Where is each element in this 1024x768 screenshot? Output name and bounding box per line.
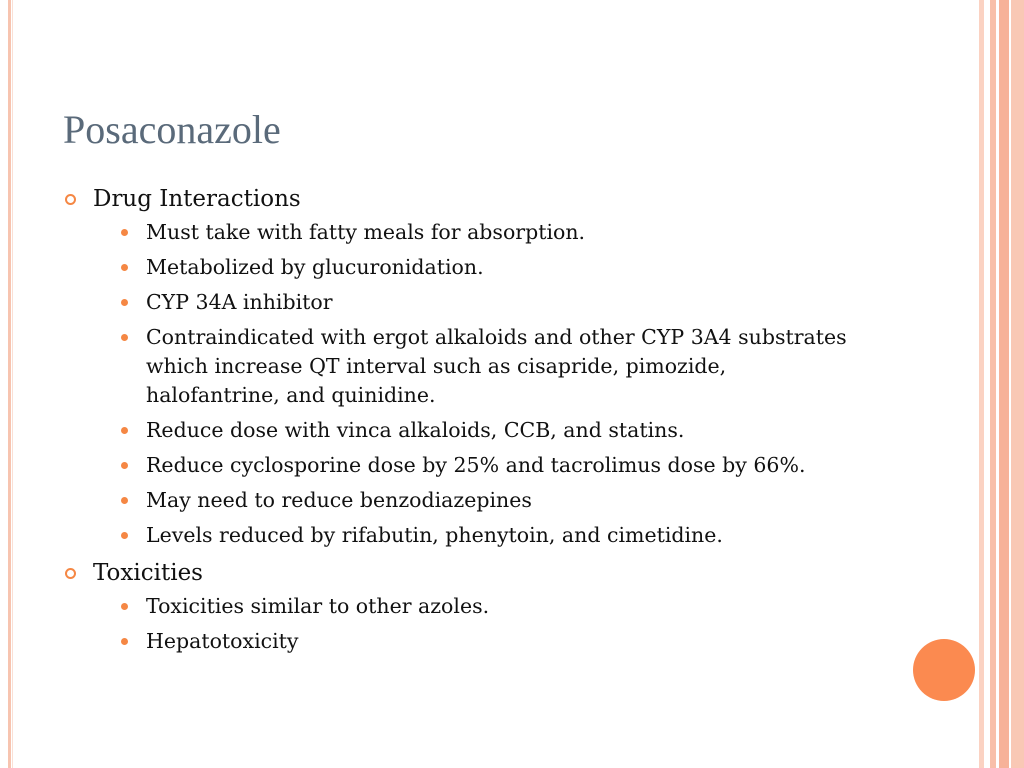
list-item [63, 627, 863, 656]
list-item [63, 218, 863, 247]
list-item [63, 521, 863, 550]
section-heading-drug-interactions [63, 182, 863, 216]
dot-bullet-icon [121, 334, 128, 341]
slide-title: Posaconazole [63, 107, 281, 152]
list-item [63, 486, 863, 515]
dot-bullet-icon [121, 427, 128, 434]
list-item-text: Metabolized by glucuronidation. [146, 255, 484, 279]
dot-bullet-icon [121, 264, 128, 271]
dot-bullet-icon [121, 462, 128, 469]
left-border-line [8, 0, 11, 768]
list-item [63, 323, 863, 410]
slide-content [63, 182, 863, 662]
dot-bullet-icon [121, 299, 128, 306]
list-item-text: Toxicities similar to other azoles. [146, 594, 490, 618]
dot-bullet-icon [121, 638, 128, 645]
list-item-text: Levels reduced by rifabutin, phenytoin, and cimetidine. [146, 523, 723, 547]
section-heading-text: Drug Interactions [93, 186, 301, 212]
list-item [63, 451, 863, 480]
left-border-line-inner [12, 0, 13, 768]
dot-bullet-icon [121, 532, 128, 539]
section-heading-text: Toxicities [93, 560, 203, 586]
dot-bullet-icon [121, 229, 128, 236]
dot-bullet-icon [121, 497, 128, 504]
right-stripe [1011, 0, 1024, 768]
ring-bullet-icon [65, 568, 76, 579]
list-item-text: Reduce dose with vinca alkaloids, CCB, and statins. [146, 418, 685, 442]
list-item-text: Hepatotoxicity [146, 629, 299, 653]
drug-interactions-list [63, 218, 863, 550]
list-item-text: Must take with fatty meals for absorption. [146, 220, 586, 244]
list-item-text: CYP 34A inhibitor [146, 290, 333, 314]
ring-bullet-icon [65, 194, 76, 205]
list-item [63, 416, 863, 445]
dot-bullet-icon [121, 603, 128, 610]
decorative-circle [913, 639, 975, 701]
list-item-text: Reduce cyclosporine dose by 25% and tacrolimus dose by 66%. [146, 453, 806, 477]
section-heading-toxicities [63, 556, 863, 590]
list-item [63, 592, 863, 621]
list-item [63, 288, 863, 317]
list-item [63, 253, 863, 282]
list-item-text: Contraindicated with ergot alkaloids and other CYP 3A4 substrates which increase QT interval such as cisapride, pimozide, halofantrine, and quinidine. [146, 325, 847, 407]
toxicities-list [63, 592, 863, 656]
right-stripe [999, 0, 1009, 768]
list-item-text: May need to reduce benzodiazepines [146, 488, 532, 512]
